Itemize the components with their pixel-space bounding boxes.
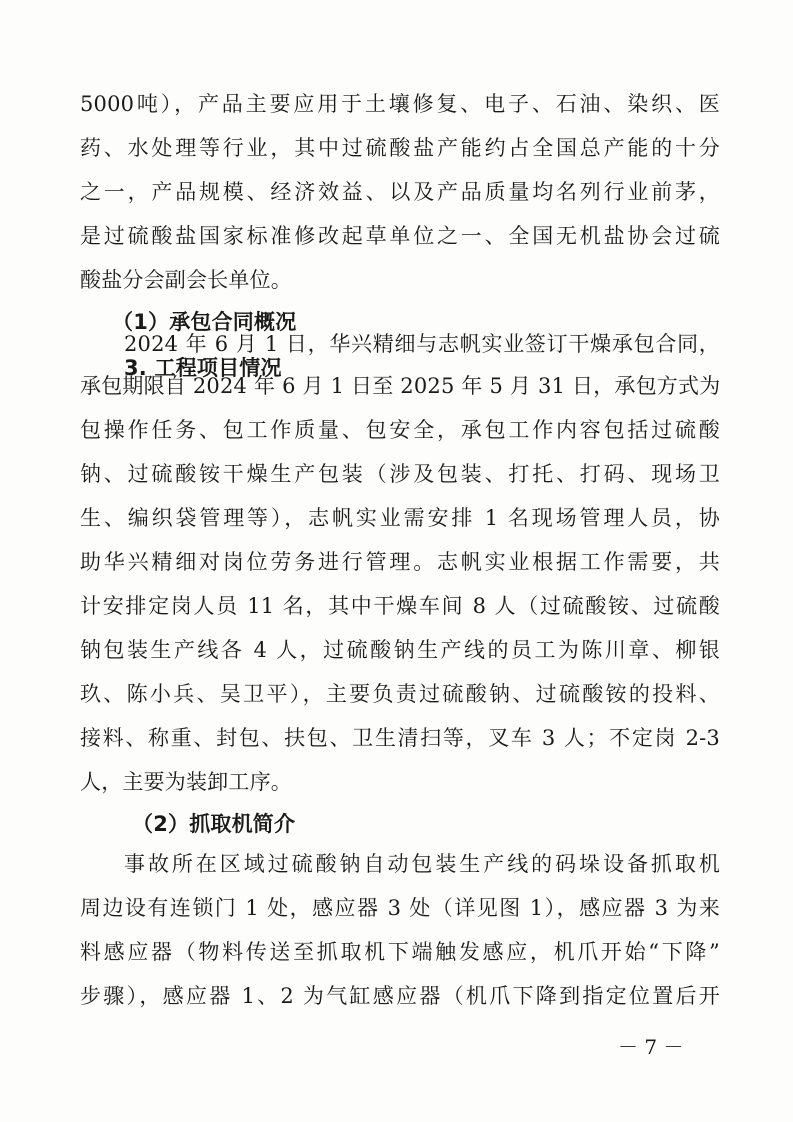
paragraph-line: 计安排定岗人员 11 名，其中干燥车间 8 人（过硫酸铵、过硫酸 bbox=[80, 594, 720, 618]
subsection-heading: （2）抓取机简介 bbox=[132, 812, 296, 836]
page-number: － 7 － bbox=[618, 1035, 684, 1059]
paragraph-line: 药、水处理等行业，其中过硫酸盐产能约占全国总产能的十分 bbox=[80, 136, 720, 160]
paragraph-line: 酸盐分会副会长单位。 bbox=[80, 268, 292, 292]
paragraph-line: 5000吨），产品主要应用于土壤修复、电子、石油、染织、医 bbox=[80, 92, 720, 116]
subsection-heading: （1）承包合同概况 bbox=[112, 310, 297, 334]
paragraph-line: 助华兴精细对岗位劳务进行管理。志帆实业根据工作需要，共 bbox=[80, 550, 720, 574]
paragraph-line: 钠、过硫酸铵干燥生产包装（涉及包装、打托、打码、现场卫 bbox=[80, 462, 720, 486]
paragraph-line: 人，主要为装卸工序。 bbox=[80, 770, 292, 794]
paragraph-line: 步骤），感应器 1、2 为气缸感应器（机爪下降到指定位置后开 bbox=[80, 984, 720, 1008]
paragraph-line: 之一，产品规模、经济效益、以及产品质量均名列行业前茅， bbox=[80, 180, 720, 204]
paragraph-line: 玖、陈小兵、吴卫平），主要负责过硫酸钠、过硫酸铵的投料、 bbox=[80, 682, 720, 706]
paragraph-line: 是过硫酸盐国家标准修改起草单位之一、全国无机盐协会过硫 bbox=[80, 224, 720, 248]
paragraph-line: 事故所在区域过硫酸钠自动包装生产线的码垛设备抓取机 bbox=[124, 852, 720, 876]
section-heading: 3. 工程项目情况 bbox=[124, 356, 282, 380]
paragraph-line: 料感应器（物料传送至抓取机下端触发感应，机爪开始“下降” bbox=[80, 940, 720, 964]
paragraph-line: 包操作任务、包工作质量、包安全，承包工作内容包括过硫酸 bbox=[80, 418, 720, 442]
paragraph-line: 接料、称重、封包、扶包、卫生清扫等，叉车 3 人；不定岗 2-3 bbox=[80, 726, 720, 750]
paragraph-line: 2024 年 6 月 1 日，华兴精细与志帆实业签订干燥承包合同， bbox=[124, 332, 720, 356]
paragraph-line: 钠包装生产线各 4 人，过硫酸钠生产线的员工为陈川章、柳银 bbox=[80, 638, 720, 662]
paragraph-line: 生、编织袋管理等），志帆实业需安排 1 名现场管理人员，协 bbox=[80, 506, 720, 530]
paragraph-line: 承包期限自 2024 年 6 月 1 日至 2025 年 5 月 31 日，承包方式为 bbox=[80, 374, 720, 398]
paragraph-line: 周边设有连锁门 1 处，感应器 3 处（详见图 1），感应器 3 为来 bbox=[80, 896, 720, 920]
